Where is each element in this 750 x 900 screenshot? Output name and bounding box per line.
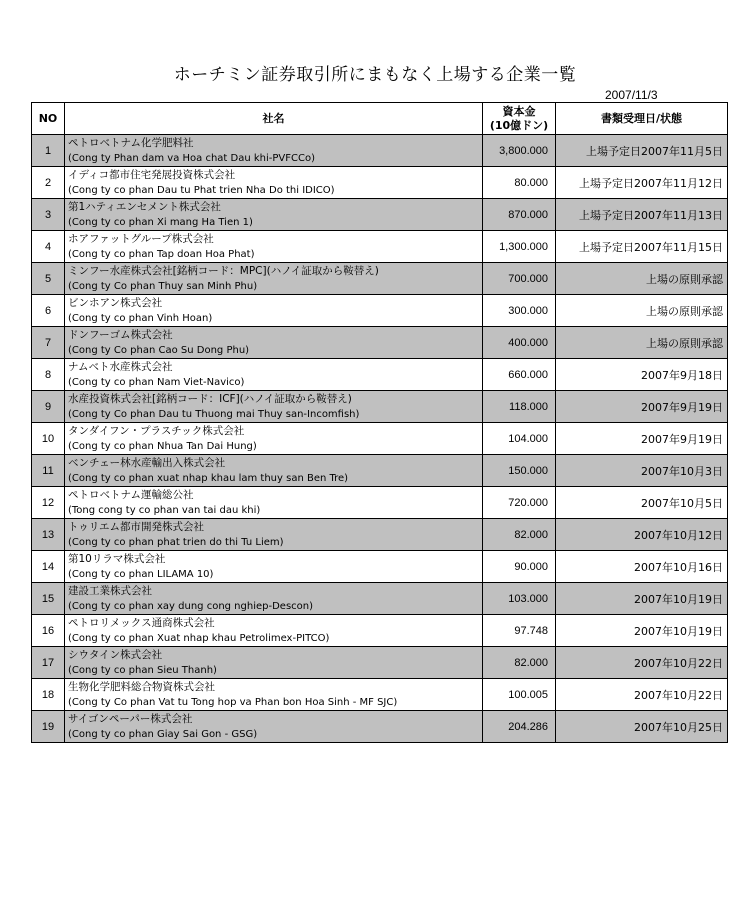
table-row <box>32 391 728 423</box>
capital-value: 720.000 <box>483 487 556 519</box>
header-company-name: 社名 <box>65 103 483 135</box>
company-name-jp: ナムベト水産株式会社 <box>68 360 173 373</box>
company-name-vn: (Cong ty co phan xuat nhap khau lam thuy san Ben Tre) <box>68 472 349 484</box>
status-date: 上場予定日2007年11月5日 <box>556 135 728 167</box>
status-date: 上場の原則承認 <box>556 263 728 295</box>
status-date: 上場の原則承認 <box>556 327 728 359</box>
row-number: 18 <box>32 679 65 711</box>
company-name-jp: ミンフー水産株式会社[銘柄コード：MPC](ハノイ証取から鞍替え) <box>68 264 379 277</box>
company-name-vn: (Cong ty co phan Xuat nhap khau Petrolimex-PITCO) <box>68 632 330 644</box>
capital-value: 1,300.000 <box>483 231 556 263</box>
company-name-cell <box>65 263 483 295</box>
company-name-vn: (Cong ty Co phan Cao Su Dong Phu) <box>68 344 250 356</box>
company-name-vn: (Cong ty co phan Sieu Thanh) <box>68 664 217 676</box>
header-capital-line2: (10億ドン) <box>489 118 549 132</box>
company-name-jp: 第10リラマ株式会社 <box>68 552 166 565</box>
row-number: 7 <box>32 327 65 359</box>
company-name-vn: (Cong ty co phan Vinh Hoan) <box>68 312 213 324</box>
company-name-cell <box>65 359 483 391</box>
row-number: 19 <box>32 711 65 743</box>
table-row <box>32 423 728 455</box>
table-row <box>32 295 728 327</box>
row-number: 3 <box>32 199 65 231</box>
company-name-cell <box>65 487 483 519</box>
company-name-vn: (Cong ty co phan Tap doan Hoa Phat) <box>68 248 255 260</box>
capital-value: 400.000 <box>483 327 556 359</box>
row-number: 14 <box>32 551 65 583</box>
row-number: 10 <box>32 423 65 455</box>
row-number: 8 <box>32 359 65 391</box>
header-capital-line1: 資本金 <box>502 104 536 118</box>
table-row <box>32 199 728 231</box>
row-number: 13 <box>32 519 65 551</box>
row-number: 16 <box>32 615 65 647</box>
company-name-cell <box>65 519 483 551</box>
company-name-jp: ホアファットグループ株式会社 <box>68 232 214 245</box>
capital-value: 870.000 <box>483 199 556 231</box>
capital-value: 3,800.000 <box>483 135 556 167</box>
company-name-cell <box>65 423 483 455</box>
status-date: 2007年10月22日 <box>556 647 728 679</box>
company-name-jp: ベンチェー林水産輸出入株式会社 <box>68 456 226 469</box>
status-date: 上場予定日2007年11月13日 <box>556 199 728 231</box>
status-date: 2007年10月3日 <box>556 455 728 487</box>
status-date: 上場の原則承認 <box>556 295 728 327</box>
status-date: 2007年10月19日 <box>556 615 728 647</box>
table-header-row <box>32 103 728 135</box>
status-date: 上場予定日2007年11月12日 <box>556 167 728 199</box>
company-name-jp: ペトロリメックス通商株式会社 <box>68 616 215 629</box>
company-name-cell <box>65 199 483 231</box>
capital-value: 103.000 <box>483 583 556 615</box>
capital-value: 90.000 <box>483 551 556 583</box>
row-number: 12 <box>32 487 65 519</box>
header-no: NO <box>32 103 65 135</box>
company-name-cell <box>65 135 483 167</box>
company-name-cell <box>65 615 483 647</box>
row-number: 6 <box>32 295 65 327</box>
company-name-cell <box>65 327 483 359</box>
company-name-cell <box>65 711 483 743</box>
table-row <box>32 167 728 199</box>
capital-value: 82.000 <box>483 647 556 679</box>
status-date: 2007年9月18日 <box>556 359 728 391</box>
table-row <box>32 647 728 679</box>
capital-value: 82.000 <box>483 519 556 551</box>
company-name-jp: ビンホアン株式会社 <box>68 296 163 309</box>
company-name-vn: (Cong ty Co phan Vat tu Tong hop va Phan bon Hoa Sinh - MF SJC) <box>68 696 398 708</box>
table-row <box>32 551 728 583</box>
status-date: 2007年10月5日 <box>556 487 728 519</box>
company-name-jp: イディコ都市住宅発展投資株式会社 <box>68 168 236 181</box>
company-name-vn: (Cong ty co phan phat trien do thi Tu Liem) <box>68 536 284 548</box>
status-date: 2007年10月19日 <box>556 583 728 615</box>
table-row <box>32 359 728 391</box>
company-name-cell <box>65 647 483 679</box>
company-name-jp: シウタイン株式会社 <box>68 648 163 661</box>
company-name-jp: サイゴンペーパー株式会社 <box>68 712 193 725</box>
company-name-jp: ペトロベトナム運輸総公社 <box>68 488 194 501</box>
company-name-jp: タンダイフン・プラスチック株式会社 <box>68 424 245 437</box>
company-name-vn: (Cong ty co phan Giay Sai Gon - GSG) <box>68 728 258 740</box>
capital-value: 300.000 <box>483 295 556 327</box>
row-number: 11 <box>32 455 65 487</box>
status-date: 2007年10月25日 <box>556 711 728 743</box>
capital-value: 100.005 <box>483 679 556 711</box>
company-name-jp: 建設工業株式会社 <box>68 584 152 597</box>
row-number: 5 <box>32 263 65 295</box>
table-row <box>32 263 728 295</box>
company-name-vn: (Cong ty co phan Dau tu Phat trien Nha Do thi IDICO) <box>68 184 335 196</box>
status-date: 2007年10月22日 <box>556 679 728 711</box>
table-row <box>32 583 728 615</box>
table-row <box>32 327 728 359</box>
table-row <box>32 679 728 711</box>
company-name-cell <box>65 583 483 615</box>
company-name-jp: ペトロベトナム化学肥料社 <box>68 136 194 149</box>
row-number: 2 <box>32 167 65 199</box>
table-row <box>32 135 728 167</box>
capital-value: 97.748 <box>483 615 556 647</box>
company-list-table <box>31 102 728 743</box>
company-name-cell <box>65 679 483 711</box>
header-status: 書類受理日/状態 <box>556 103 728 135</box>
status-date: 2007年9月19日 <box>556 423 728 455</box>
company-name-cell <box>65 231 483 263</box>
status-date: 上場予定日2007年11月15日 <box>556 231 728 263</box>
company-name-cell <box>65 551 483 583</box>
company-name-vn: (Cong ty co phan xay dung cong nghiep-Descon) <box>68 600 314 612</box>
table-row <box>32 519 728 551</box>
company-name-vn: (Cong ty co phan LILAMA 10) <box>68 568 214 580</box>
company-name-vn: (Cong ty Phan dam va Hoa chat Dau khi-PVFCCo) <box>68 152 315 164</box>
status-date: 2007年9月19日 <box>556 391 728 423</box>
company-name-cell <box>65 295 483 327</box>
company-name-vn: (Cong ty co phan Nam Viet-Navico) <box>68 376 245 388</box>
row-number: 1 <box>32 135 65 167</box>
capital-value: 660.000 <box>483 359 556 391</box>
status-date: 2007年10月16日 <box>556 551 728 583</box>
row-number: 4 <box>32 231 65 263</box>
document-date: 2007/11/3 <box>605 88 658 102</box>
company-name-cell <box>65 391 483 423</box>
capital-value: 118.000 <box>483 391 556 423</box>
table-row <box>32 615 728 647</box>
table-row <box>32 487 728 519</box>
row-number: 15 <box>32 583 65 615</box>
company-name-jp: 生物化学肥料総合物資株式会社 <box>68 680 215 693</box>
company-name-vn: (Cong ty co phan Nhua Tan Dai Hung) <box>68 440 257 452</box>
row-number: 17 <box>32 647 65 679</box>
company-name-jp: 水産投資株式会社[銘柄コード：ICF](ハノイ証取から鞍替え) <box>68 392 352 405</box>
company-name-vn: (Cong ty co phan Xi mang Ha Tien 1) <box>68 216 253 228</box>
table-row <box>32 455 728 487</box>
page-title: ホーチミン証券取引所にまもなく上場する企業一覧 <box>173 65 577 85</box>
capital-value: 80.000 <box>483 167 556 199</box>
row-number: 9 <box>32 391 65 423</box>
company-name-cell <box>65 455 483 487</box>
table-row <box>32 231 728 263</box>
capital-value: 104.000 <box>483 423 556 455</box>
company-name-vn: (Cong ty Co phan Thuy san Minh Phu) <box>68 280 258 292</box>
header-capital <box>483 103 556 135</box>
status-date: 2007年10月12日 <box>556 519 728 551</box>
capital-value: 204.286 <box>483 711 556 743</box>
company-name-vn: (Tong cong ty co phan van tai dau khi) <box>68 504 261 516</box>
capital-value: 150.000 <box>483 455 556 487</box>
company-name-jp: ドンフーゴム株式会社 <box>68 328 173 341</box>
table-row <box>32 711 728 743</box>
company-name-vn: (Cong ty Co phan Dau tu Thuong mai Thuy san-Incomfish) <box>68 408 360 420</box>
company-name-jp: トゥリエム都市開発株式会社 <box>68 520 205 533</box>
company-name-cell <box>65 167 483 199</box>
capital-value: 700.000 <box>483 263 556 295</box>
company-name-jp: 第1ハティエンセメント株式会社 <box>68 200 221 213</box>
